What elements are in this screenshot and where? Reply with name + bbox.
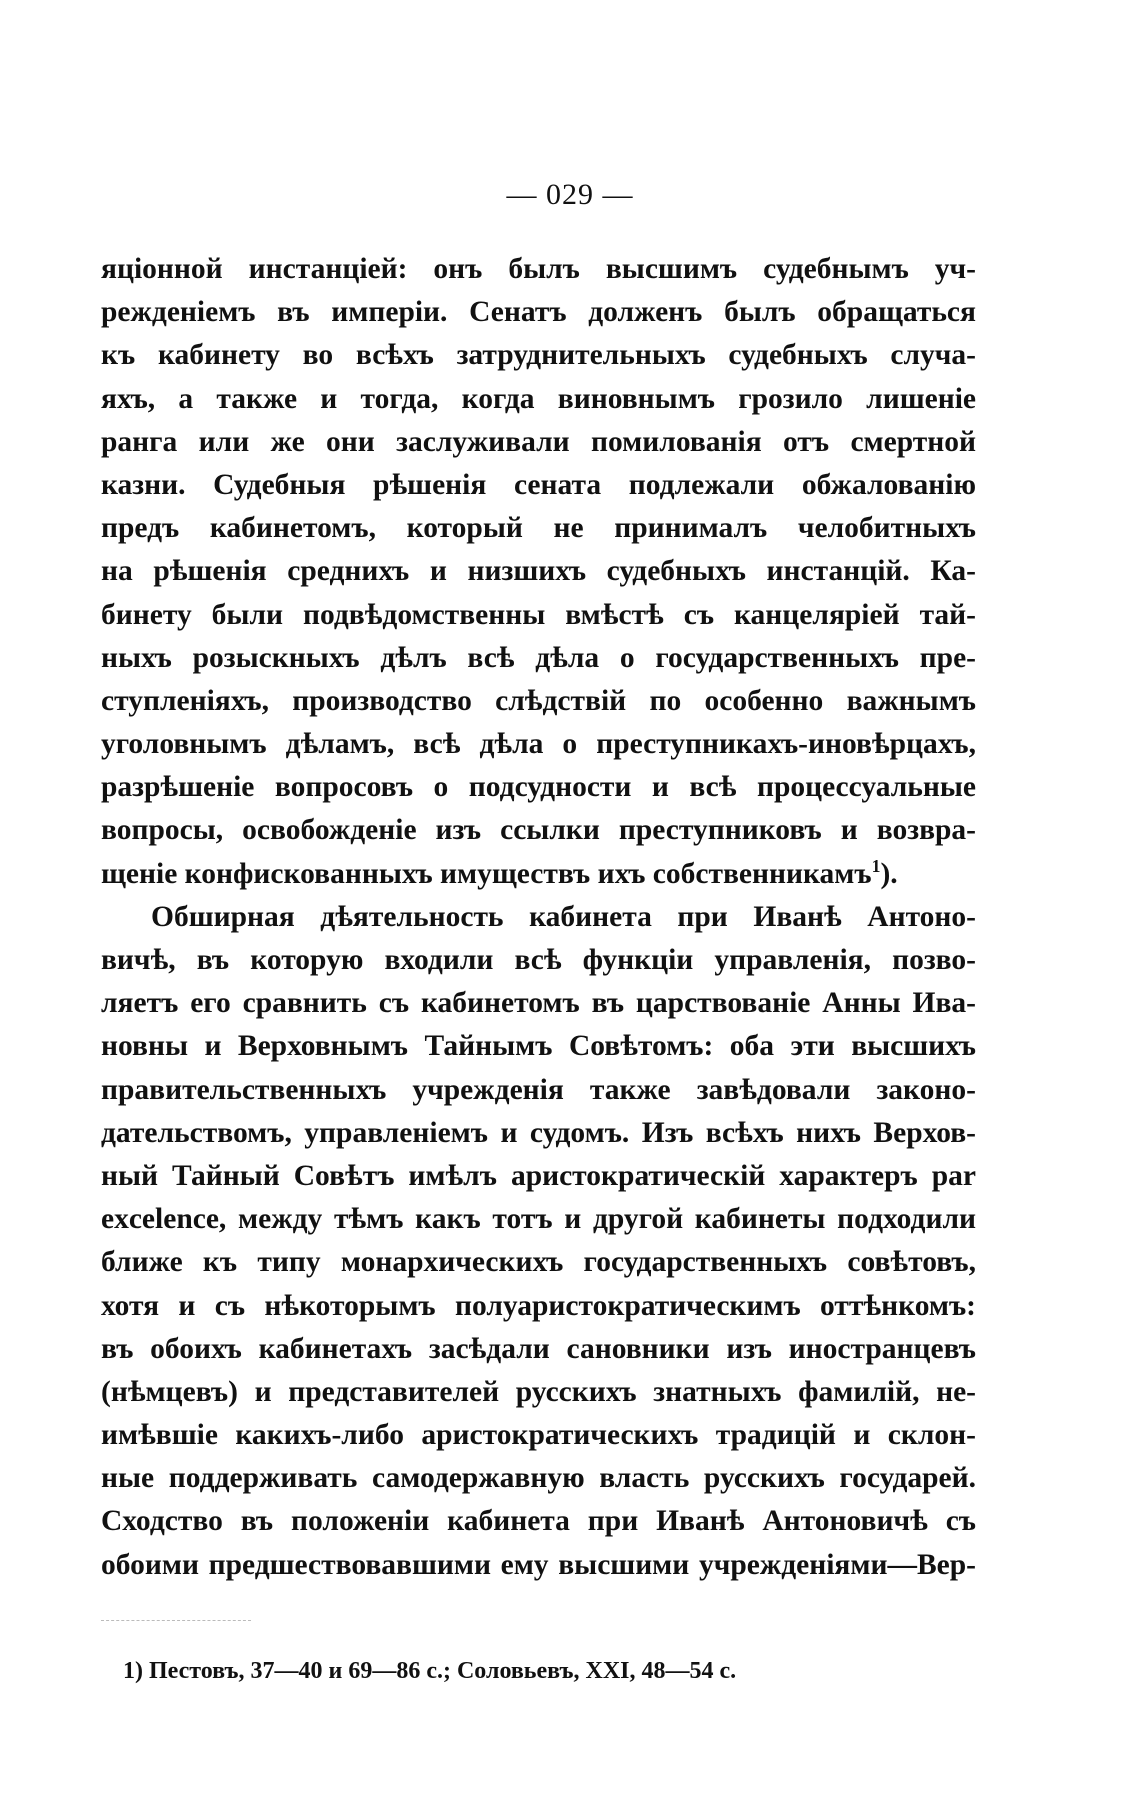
text-line: ранга или же они заслуживали помилованія отъ смертной [101, 425, 976, 458]
text-line: хотя и съ нѣкоторымъ полуаристократическимъ оттѣнкомъ: [101, 1289, 976, 1322]
footnote-divider [101, 1620, 251, 1621]
text-line: ближе къ типу монархическихъ государственныхъ совѣтовъ, [101, 1246, 976, 1279]
text-line: правительственныхъ учрежденія также завѣдовали законо- [101, 1073, 976, 1106]
text-line [101, 853, 976, 896]
text-line: excelence, между тѣмъ какъ тотъ и другой кабинеты подходили [101, 1203, 976, 1236]
text-line: Сходство въ положеніи кабинета при Иванѣ Антоновичѣ съ [101, 1505, 976, 1538]
text-line: ные поддерживать самодержавную власть русскихъ государей. [101, 1462, 976, 1495]
text-line: Обширная дѣятельность кабинета при Иванѣ Антоно- [151, 900, 976, 933]
text-line: уголовнымъ дѣламъ, всѣ дѣла о преступникахъ-иновѣрцахъ, [101, 728, 976, 761]
text-line: бинету были подвѣдомственны вмѣстѣ съ канцеляріей тай- [101, 598, 976, 631]
text-line: ступленіяхъ, производство слѣдствій по особенно важнымъ [101, 684, 976, 717]
footnote-reference[interactable]: 1 [871, 855, 881, 876]
text-line: дательствомъ, управленіемъ и судомъ. Изъ всѣхъ нихъ Верхов- [101, 1116, 976, 1149]
text-line: новны и Верховнымъ Тайнымъ Совѣтомъ: оба эти высшихъ [101, 1030, 976, 1063]
text-line: предъ кабинетомъ, который не принималъ челобитныхъ [101, 512, 976, 545]
text-line: разрѣшеніе вопросовъ о подсудности и всѣ процессуальные [101, 771, 976, 804]
footnote: 1) Пестовъ, 37—40 и 69—86 с.; Соловьевъ, XXI, 48—54 с. [123, 1658, 737, 1684]
text-line: ный Тайный Совѣтъ имѣлъ аристократическій характеръ par [101, 1159, 976, 1192]
text-line: вичѣ, въ которую входили всѣ функціи управленія, позво- [101, 944, 976, 976]
text-line: (нѣмцевъ) и представителей русскихъ знатныхъ фамилій, не- [101, 1375, 976, 1408]
text-line: казни. Судебныя рѣшенія сената подлежали обжалованію [101, 468, 976, 501]
text-line: къ кабинету во всѣхъ затруднительныхъ судебныхъ случа- [101, 339, 976, 372]
body-text [101, 248, 976, 1587]
line-closing: ). [880, 857, 898, 890]
text-line: яціонной инстанціей: онъ былъ высшимъ судебнымъ уч- [101, 253, 976, 285]
text-line: въ обоихъ кабинетахъ засѣдали сановники изъ иностранцевъ [101, 1332, 976, 1365]
text-line: обоими предшествовавшими ему высшими учрежденіями—Вер- [101, 1548, 976, 1581]
text-line: режденіемъ въ имперіи. Сенатъ долженъ былъ обращаться [101, 296, 976, 329]
text-line-content: щеніе конфискованныхъ имуществъ ихъ собственникамъ [101, 857, 872, 890]
text-line: на рѣшенія среднихъ и низшихъ судебныхъ инстанцій. Ка- [101, 555, 976, 588]
text-line: вопросы, освобожденіе изъ ссылки преступниковъ и возвра- [101, 814, 976, 847]
page-number: — 029 — [506, 178, 634, 211]
text-line: яхъ, а также и тогда, когда виновнымъ грозило лишеніе [101, 382, 976, 415]
text-line: ныхъ розыскныхъ дѣлъ всѣ дѣла о государственныхъ пре- [101, 641, 976, 674]
text-line: имѣвшіе какихъ-либо аристократическихъ традицій и склон- [101, 1419, 976, 1452]
text-line: ляетъ его сравнить съ кабинетомъ въ царствованіе Анны Ива- [101, 987, 976, 1020]
